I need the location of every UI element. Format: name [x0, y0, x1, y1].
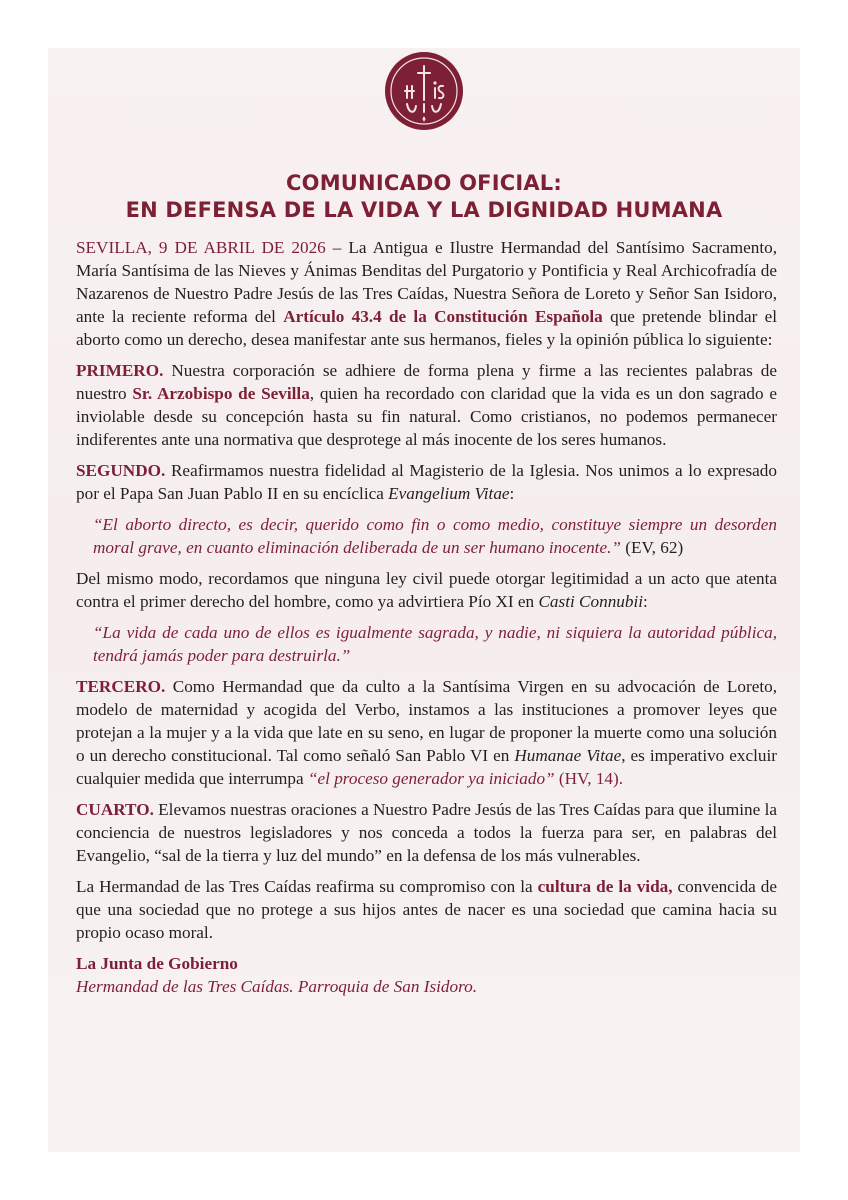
signature-place: Hermandad de las Tres Caídas. Parroquia de San Isidoro.	[76, 977, 478, 996]
segundo-colon: :	[509, 484, 515, 503]
quote-casti-connubii	[76, 621, 777, 667]
tercero-label: TERCERO.	[76, 677, 166, 696]
quote-2-text: “La vida de cada uno de ellos es igualmente sagrada, y nadie, ni siquiera la autoridad pública, tendrá jamás poder para destruirla.”	[93, 623, 777, 665]
closing-text-a: La Hermandad de las Tres Caídas reafirma su compromiso con la	[76, 877, 538, 896]
tercero-text-a: Como Hermandad que da culto a la Santísima Virgen en su advocación de Loreto, modelo de maternidad y acogida del Verbo, instamos a las instituciones a promover leyes que protejan a la mujer y a la vida que late en su seno, en lugar de proponer la muerte como una solución o un derecho constitucional. Tal como señaló San Pablo VI en	[76, 677, 777, 765]
primero-highlight: Sr. Arzobispo de Sevilla	[132, 384, 310, 403]
tercero-work: Humanae Vitae	[514, 746, 622, 765]
primero-label: PRIMERO.	[76, 361, 164, 380]
segundo-work-2: Casti Connubii	[538, 592, 644, 611]
segundo-work: Evangelium Vitae	[388, 484, 510, 503]
primero-text-b: , quien ha recordado con claridad que la vida es un don sagrado e inviolable desde su concepción hasta su fin natural. Como cristianos, no podemos permanecer indiferentes ante una normativa que desprotege al más inocente de los seres humanos.	[76, 384, 777, 449]
dateline: SEVILLA, 9 DE ABRIL DE 2026	[76, 238, 326, 257]
tercero-text-b: , es imperativo excluir cualquier medida que interrumpa	[76, 746, 777, 788]
segundo-text: Reafirmamos nuestra fidelidad al Magisterio de la Iglesia. Nos unimos a lo expresado por el Papa San Juan Pablo II en su encíclica	[76, 461, 777, 503]
segundo-label: SEGUNDO.	[76, 461, 166, 480]
segundo-continuation	[76, 567, 777, 613]
segundo-colon-2: :	[643, 592, 648, 611]
cuarto-label: CUARTO.	[76, 800, 154, 819]
primero-text-a: Nuestra corporación se adhiere de forma plena y firme a las recientes palabras de nuestro	[76, 361, 777, 403]
page-title	[60, 170, 788, 224]
closing-paragraph	[76, 875, 777, 944]
primero-paragraph	[76, 359, 777, 451]
crest-emblem-icon	[385, 52, 463, 130]
cuarto-paragraph	[76, 798, 777, 867]
document-body	[76, 236, 777, 998]
quote-evangelium-vitae	[76, 513, 777, 559]
closing-text-b: convencida de que una sociedad que no protege a sus hijos antes de nacer es una sociedad que camina hacia su propio ocaso moral.	[76, 877, 778, 942]
intro-highlight: Artículo 43.4 de la Constitución Española	[283, 307, 603, 326]
title-line-2: EN DEFENSA DE LA VIDA Y LA DIGNIDAD HUMANA	[125, 198, 723, 222]
intro-text-a: – La Antigua e Ilustre Hermandad del Santísimo Sacramento, María Santísima de las Nieves y Ánimas Benditas del Purgatorio y Pontificia y Real Archicofradía de Nazarenos de Nuestro Padre Jesús de las Tres Caídas, Nuestra Señora de Loreto y Señor San Isidoro, ante la reciente reforma del	[76, 238, 777, 326]
closing-highlight: cultura de la vida,	[537, 877, 673, 896]
cuarto-text: Elevamos nuestras oraciones a Nuestro Padre Jesús de las Tres Caídas para que ilumine la conciencia de nuestros legisladores y nos conceda a todos la fuerza para ser, en palabras del Evangelio, “sal de la tierra y luz del mundo” en la defensa de los más vulnerables.	[76, 800, 777, 865]
intro-text-b: que pretende blindar el aborto como un derecho, desea manifestar ante sus hermanos, fieles y la opinión pública lo siguiente:	[76, 307, 777, 349]
signature-name: La Junta de Gobierno	[76, 954, 238, 973]
title-line-1: COMUNICADO OFICIAL:	[286, 171, 562, 195]
intro-paragraph	[76, 236, 777, 351]
tercero-quote: “el proceso generador ya iniciado”	[307, 769, 555, 788]
segundo-paragraph	[76, 459, 777, 505]
segundo-text-2: Del mismo modo, recordamos que ninguna ley civil puede otorgar legitimidad a un acto que atenta contra el primer derecho del hombre, como ya advirtiera Pío XI en	[76, 569, 777, 611]
quote-1-text: “El aborto directo, es decir, querido como fin o como medio, constituye siempre un desorden moral grave, en cuanto eliminación deliberada de un ser humano inocente.”	[93, 515, 777, 557]
tercero-ref: (HV, 14).	[554, 769, 624, 788]
tercero-paragraph	[76, 675, 777, 790]
quote-1-ref: (EV, 62)	[620, 538, 684, 557]
